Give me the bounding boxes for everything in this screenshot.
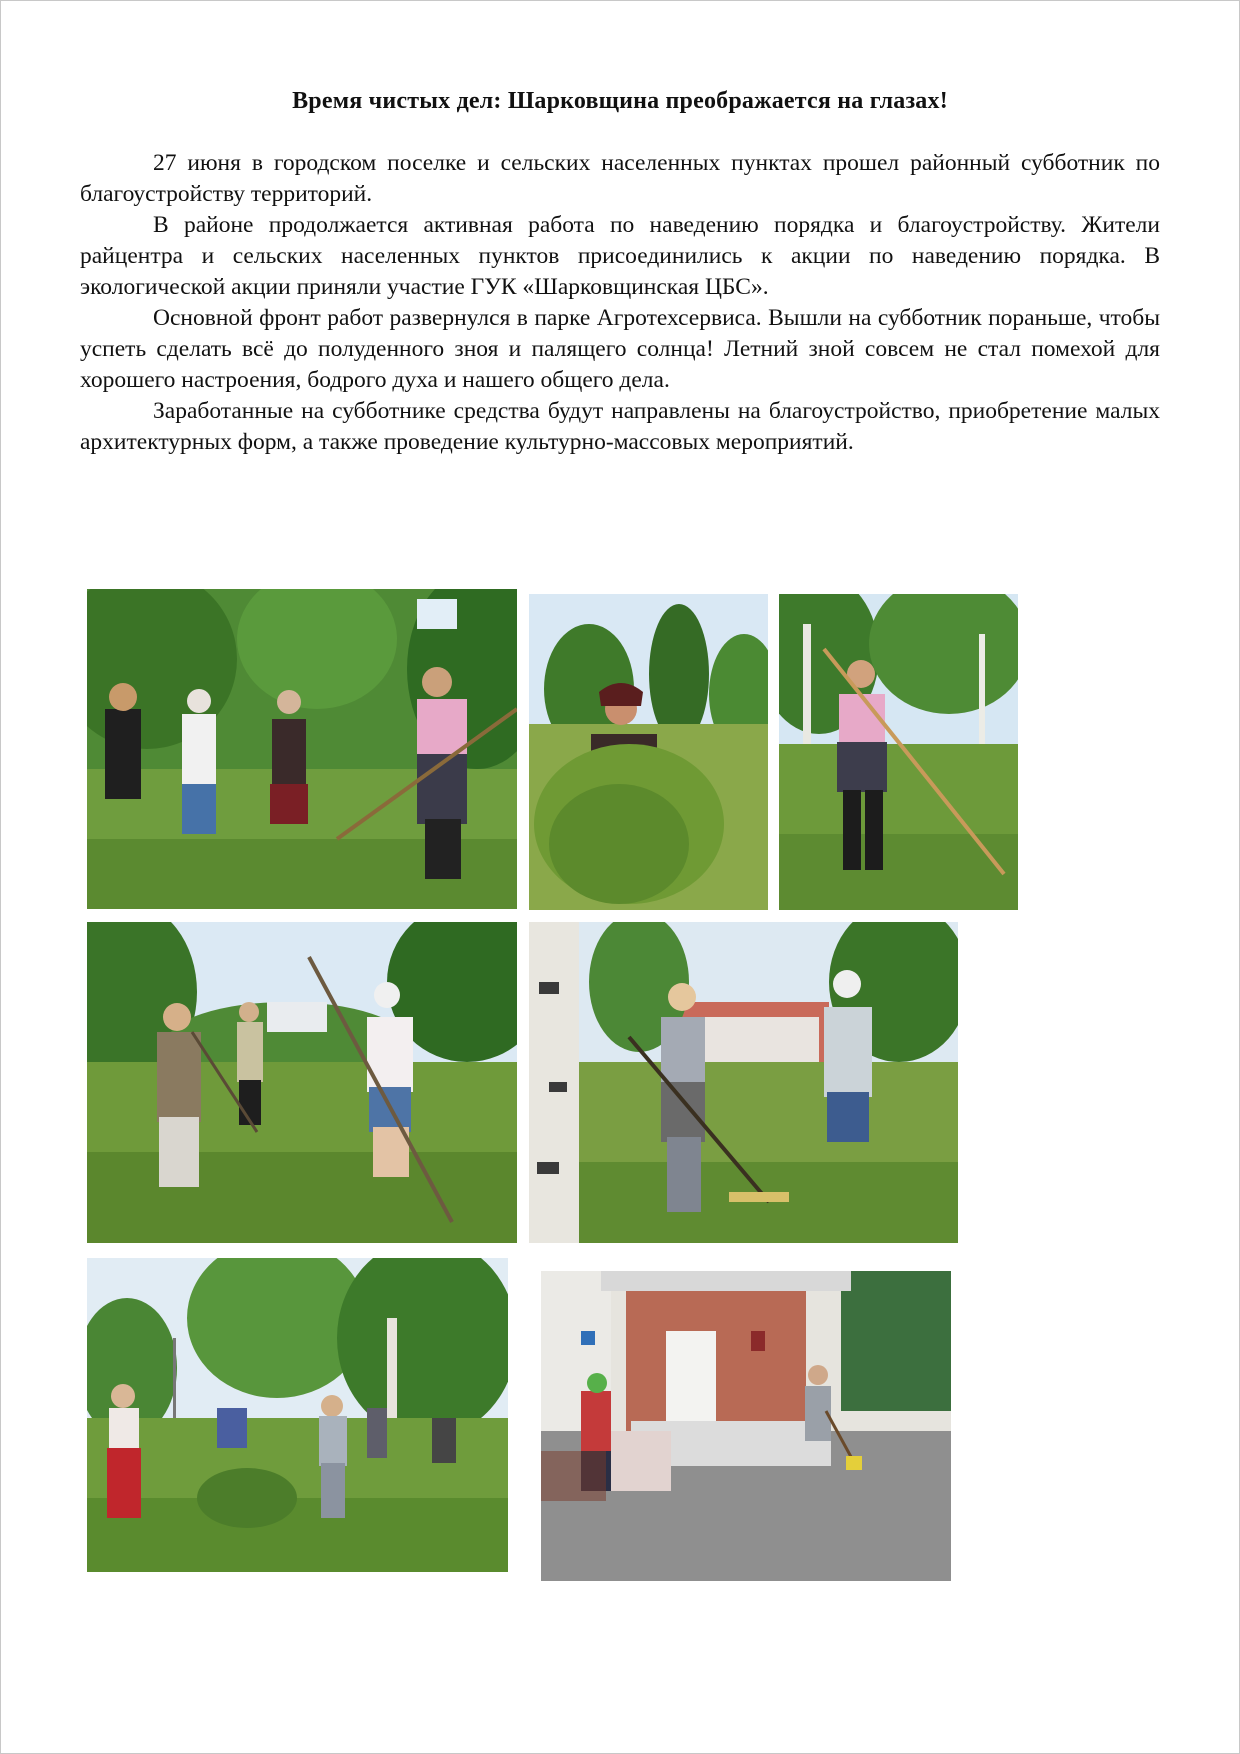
paragraph-4: Заработанные на субботнике средства будут направлены на благоустройство, приобретение малых архитектурных форм, а также проведение культурно-массовых мероприятий. <box>80 398 1160 455</box>
photo-two-women-near-birch <box>529 922 958 1243</box>
photo-group-in-park <box>87 1258 508 1572</box>
photo-woman-with-rake <box>779 594 1018 910</box>
paragraph-3: Основной фронт работ развернулся в парке Агротехсервиса. Вышли на субботник пораньше, чтобы успеть сделать всё до полуденного зноя и палящего солнца! Летний зной совсем не стал помехой для хорошего настроения, бодрого духа и нашего общего дела. <box>80 305 1160 393</box>
paragraph-2: В районе продолжается активная работа по наведению порядка и благоустройству. Жители райцентра и сельских населенных пунктов присоединились к акции по наведению порядка. В экологической акции приняли участие ГУК «Шарковщинская ЦБС». <box>80 212 1160 300</box>
photo-cleaning-building-entrance <box>541 1271 951 1581</box>
photo-group-raking <box>87 589 517 909</box>
photo-group-with-rakes <box>87 922 517 1243</box>
paragraph-1: 27 июня в городском поселке и сельских населенных пунктах прошел районный субботник по благоустройству территорий. <box>80 150 1160 207</box>
article-body <box>80 148 1160 458</box>
photo-woman-with-grass <box>529 594 768 910</box>
article-title: Время чистых дел: Шарковщина преображается на глазах! <box>292 88 948 114</box>
